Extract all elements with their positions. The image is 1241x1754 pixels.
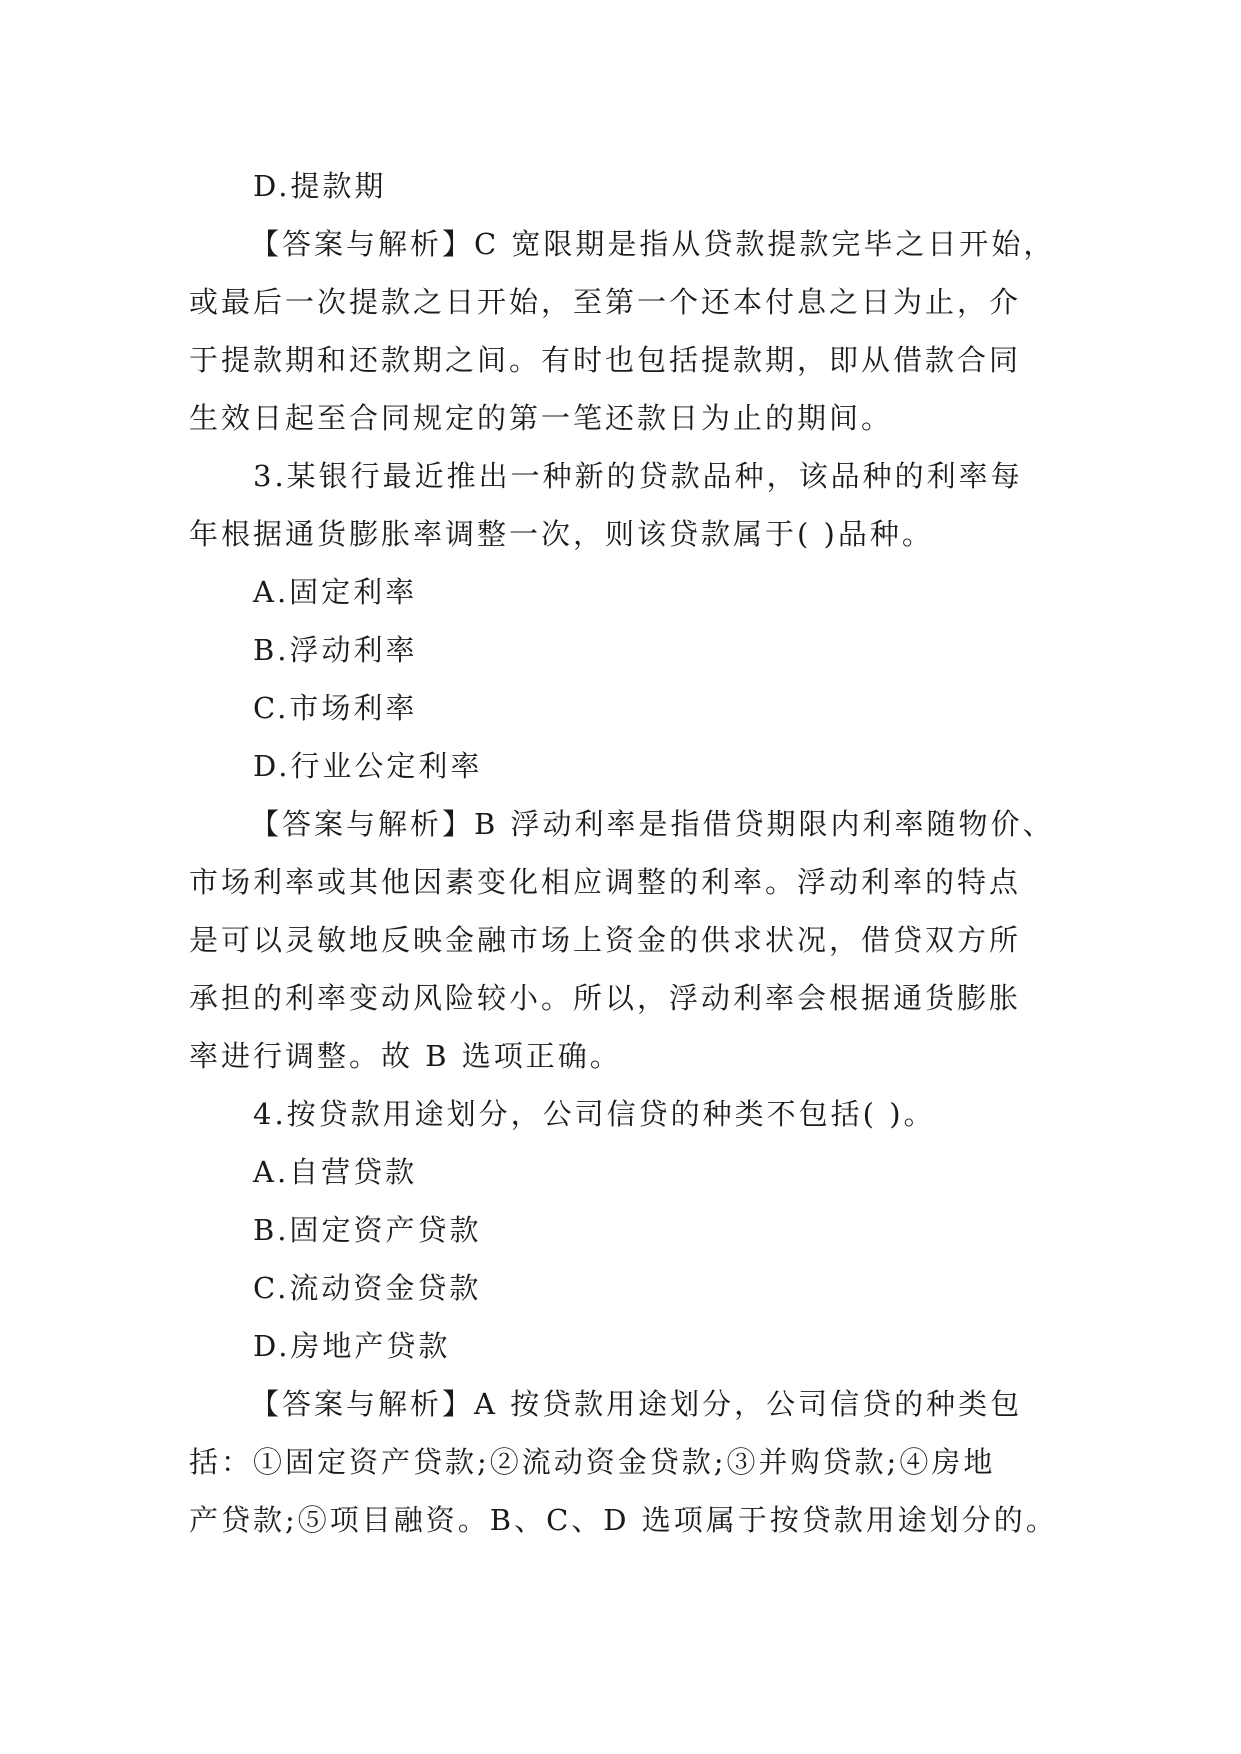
q3-stem-line-1: 3.某银行最近推出一种新的贷款品种，该品种的利率每 [253,459,1023,493]
q4-option-b: B.固定资产贷款 [253,1213,482,1247]
q4-option-d: D.房地产贷款 [253,1329,451,1363]
q3-answer-line-5: 率进行调整。故 B 选项正确。 [189,1039,622,1073]
q4-option-c: C.流动资金贷款 [253,1271,482,1305]
q3-answer-line-2: 市场利率或其他因素变化相应调整的利率。浮动利率的特点 [189,865,1022,899]
q2-answer-line-1: 【答案与解析】C 宽限期是指从贷款提款完毕之日开始， [250,227,1056,261]
q3-option-c: C.市场利率 [253,691,418,725]
q2-answer-line-3: 于提款期和还款期之间。有时也包括提款期，即从借款合同 [189,343,1022,377]
q4-stem: 4.按贷款用途划分，公司信贷的种类不包括( )。 [253,1097,936,1131]
q3-option-b: B.浮动利率 [253,633,418,667]
q4-answer-line-1: 【答案与解析】A 按贷款用途划分，公司信贷的种类包 [250,1387,1023,1421]
q2-answer-line-2: 或最后一次提款之日开始，至第一个还本付息之日为止，介 [189,285,1022,319]
q3-answer-line-4: 承担的利率变动风险较小。所以，浮动利率会根据通货膨胀 [189,981,1022,1015]
q4-answer-line-3: 产贷款;⑤项目融资。B、C、D 选项属于按贷款用途划分的。 [189,1503,1058,1537]
q3-answer-line-1: 【答案与解析】B 浮动利率是指借贷期限内利率随物价、 [250,807,1055,841]
q3-option-d: D.行业公定利率 [253,749,483,783]
q3-answer-line-3: 是可以灵敏地反映金融市场上资金的供求状况，借贷双方所 [189,923,1022,957]
q4-answer-line-2: 括：①固定资产贷款;②流动资金贷款;③并购贷款;④房地 [189,1445,996,1479]
q3-option-a: A.固定利率 [253,575,418,609]
q4-option-a: A.自营贷款 [253,1155,418,1189]
q3-stem-line-2: 年根据通货膨胀率调整一次，则该贷款属于( )品种。 [189,517,934,551]
q2-answer-line-4: 生效日起至合同规定的第一笔还款日为止的期间。 [189,401,894,435]
q2-option-d: D.提款期 [253,169,387,203]
